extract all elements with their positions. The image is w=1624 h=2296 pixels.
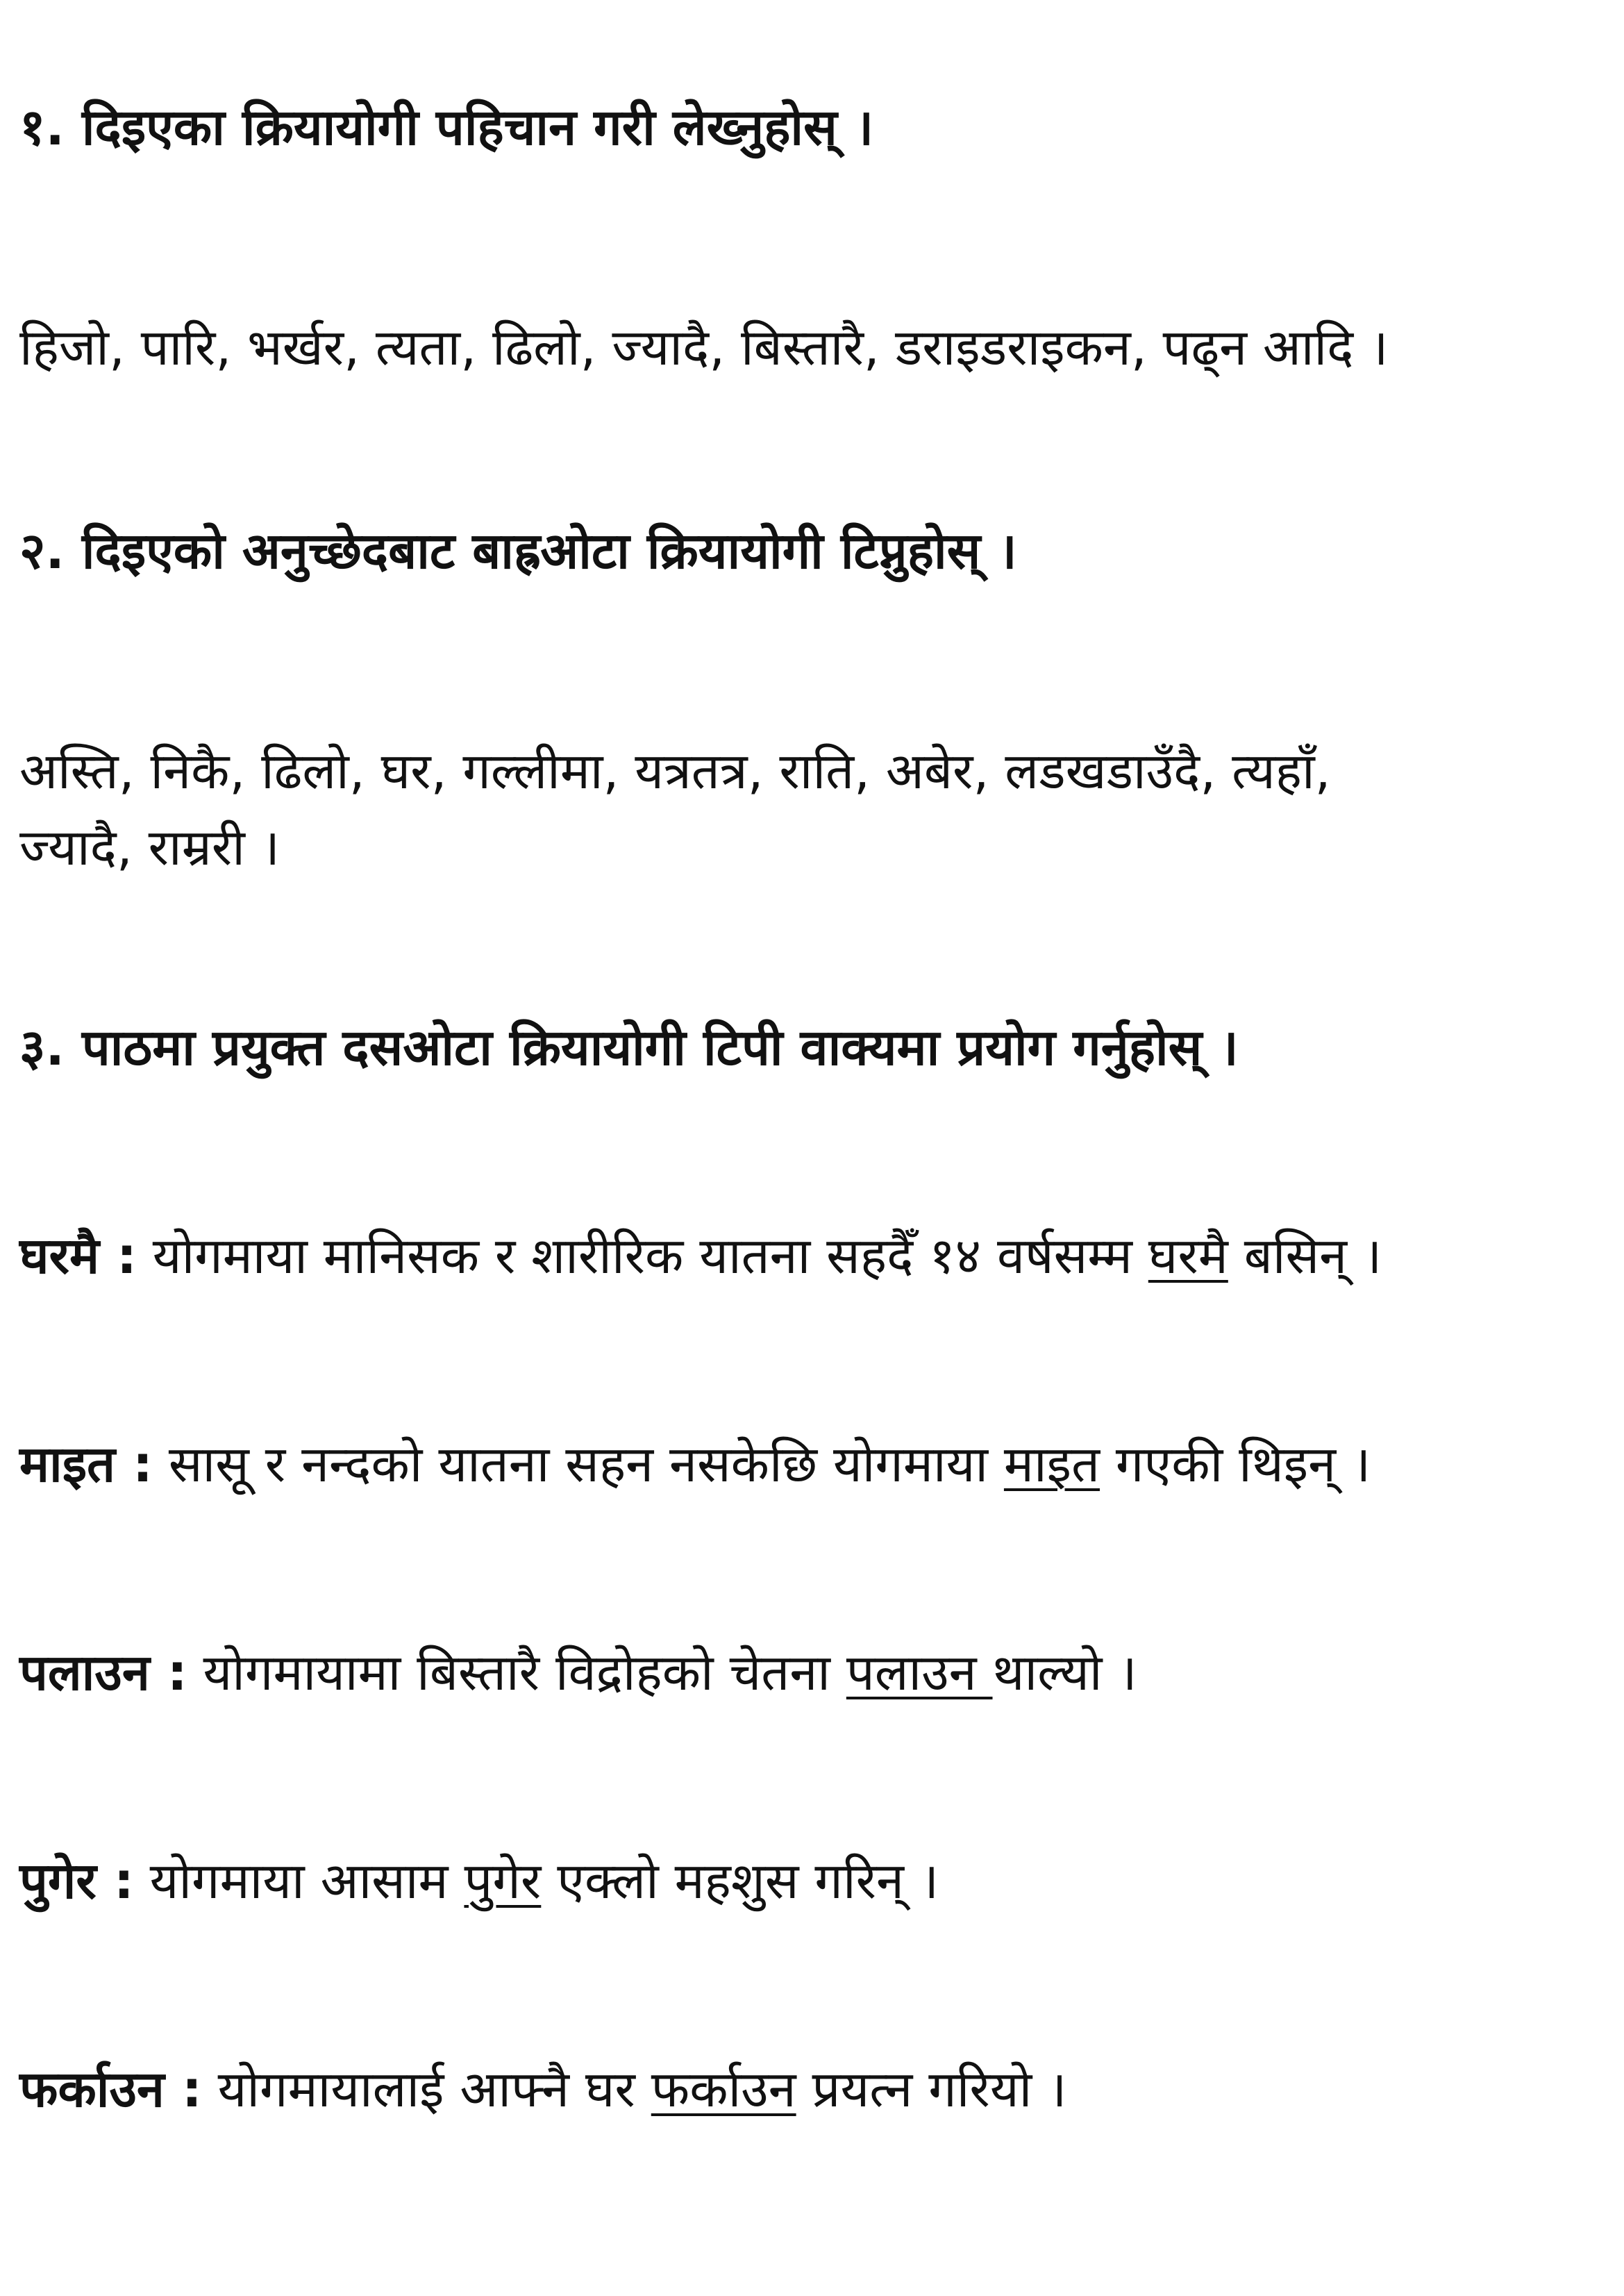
example-text-before: योगमाया मानिसक र शारीरिक यातना सहदैँ १४ वर्षसम्म	[136, 1226, 1148, 1285]
example-text-after: एक्लो महशुस गरिन् ।	[541, 1852, 939, 1910]
example-text-before: योगमायामा बिस्तारै विद्रोहको चेतना	[187, 1643, 846, 1702]
example-underlined-word: फर्काउन	[651, 2060, 796, 2118]
question-3-heading: ३. पाठमा प्रयुक्त दसओटा क्रियायोगी टिपी वाक्यमा प्रयोग गर्नुहोस् ।	[19, 1018, 1239, 1076]
example-sentence-5	[19, 2059, 1066, 2119]
example-sentence-1	[19, 1226, 1382, 1286]
example-underlined-word: घरमै	[1148, 1226, 1228, 1285]
example-term: पलाउन :	[19, 1643, 187, 1702]
example-text-after: प्रयत्न गरियो ।	[796, 2060, 1067, 2118]
example-sentence-3	[19, 1642, 1137, 1702]
example-underlined-word: पुगेर	[464, 1852, 542, 1910]
example-text-before: सासू र नन्दको यातना सहन नसकेछि योगमाया	[152, 1435, 1004, 1493]
example-term: घरमै :	[19, 1226, 137, 1285]
example-text-after: गएकी थिइन् ।	[1100, 1435, 1371, 1493]
question-2-answer-line-1: अस्ति, निकै, ढिलो, घर, गल्लीमा, यत्रतत्र, राति, अबेर, लडखडाउँदै, त्यहाँ,	[19, 742, 1331, 800]
example-sentence-4	[19, 1851, 939, 1911]
question-2-heading: २. दिइएको अनुच्छेदबाट बाह्रओटा क्रियायोगी टिप्नुहोस् ।	[19, 522, 1017, 580]
example-sentence-2	[19, 1434, 1371, 1494]
question-1-answer: हिजो, पारि, भर्खर, त्यता, ढिलो, ज्यादै, बिस्तारै, डराइडराइकन, पढ्न आदि ।	[19, 318, 1389, 376]
example-term: पुगेर :	[19, 1852, 134, 1910]
example-underlined-word: माइत	[1003, 1435, 1100, 1493]
example-text-before: योगमायालाई आफ्नै घर	[201, 2060, 651, 2118]
example-term: फर्काउन :	[19, 2060, 202, 2118]
example-term: माइत :	[19, 1435, 153, 1493]
example-underlined-word: पलाउन	[846, 1643, 993, 1702]
example-text-before: योगमाया आसाम	[133, 1852, 464, 1910]
example-text-after: बसिन् ।	[1228, 1226, 1382, 1285]
question-1-heading: १. दिइएका क्रियायोगी पहिचान गरी लेख्नुहोस् ।	[19, 98, 874, 156]
question-2-answer-line-2: ज्यादै, राम्ररी ।	[19, 818, 281, 876]
example-text-after: थाल्यो ।	[992, 1643, 1137, 1702]
